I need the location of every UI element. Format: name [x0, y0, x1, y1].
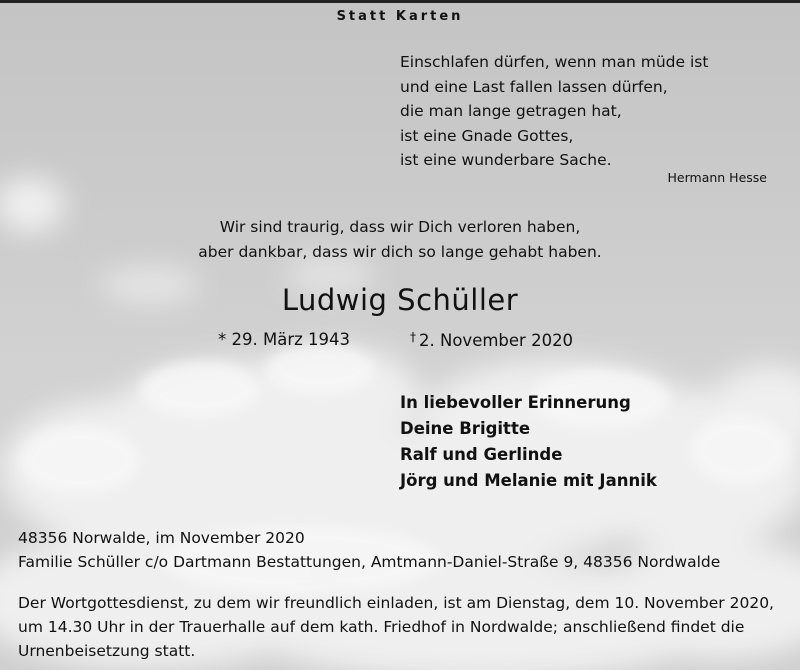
- poem-line: Einschlafen dürfen, wenn man müde ist: [400, 53, 709, 71]
- service-line: Der Wortgottesdienst, zu dem wir freundlich einladen, ist am Dienstag, dem 10. November 2020,: [18, 594, 774, 612]
- birth-symbol: *: [218, 330, 227, 349]
- family-line: Ralf und Gerlinde: [400, 445, 563, 464]
- death-date-value: 2. November 2020: [419, 331, 574, 350]
- poem-line: ist eine wunderbare Sache.: [400, 151, 612, 169]
- intro-line: Wir sind traurig, dass wir Dich verloren haben,: [219, 218, 581, 236]
- death-date: [410, 330, 573, 350]
- family-line: Jörg und Melanie mit Jannik: [400, 471, 657, 490]
- service-line: Urnenbeisetzung statt.: [18, 642, 196, 660]
- address-line: 48356 Norwalde, im November 2020: [18, 529, 305, 547]
- poem-author: Hermann Hesse: [667, 170, 767, 185]
- service-line: um 14.30 Uhr in der Trauerhalle auf dem kath. Friedhof in Nordwalde; anschließend findet die: [18, 618, 745, 636]
- intro-line: aber dankbar, dass wir dich so lange gehabt haben.: [198, 242, 602, 261]
- cross-icon: †: [410, 330, 416, 344]
- deceased-name: Ludwig Schüller: [281, 283, 519, 317]
- page-title: Statt Karten: [336, 9, 464, 24]
- family-line: Deine Brigitte: [400, 419, 531, 438]
- service-info: [18, 591, 774, 663]
- poem-line: ist eine Gnade Gottes,: [400, 126, 574, 145]
- family-signature: [400, 390, 657, 494]
- intro-text: [0, 215, 800, 264]
- birth-date-value: 29. März 1943: [231, 330, 351, 349]
- poem: [400, 50, 708, 173]
- birth-date: [218, 330, 350, 349]
- address-line: Familie Schüller c/o Dartmann Bestattungen, Amtmann-Daniel-Straße 9, 48356 Nordwalde: [18, 553, 721, 571]
- poem-line: und eine Last fallen lassen dürfen,: [400, 77, 668, 96]
- poem-line: die man lange getragen hat,: [400, 102, 622, 120]
- family-line: In liebevoller Erinnerung: [400, 393, 631, 412]
- address-block: [18, 526, 720, 574]
